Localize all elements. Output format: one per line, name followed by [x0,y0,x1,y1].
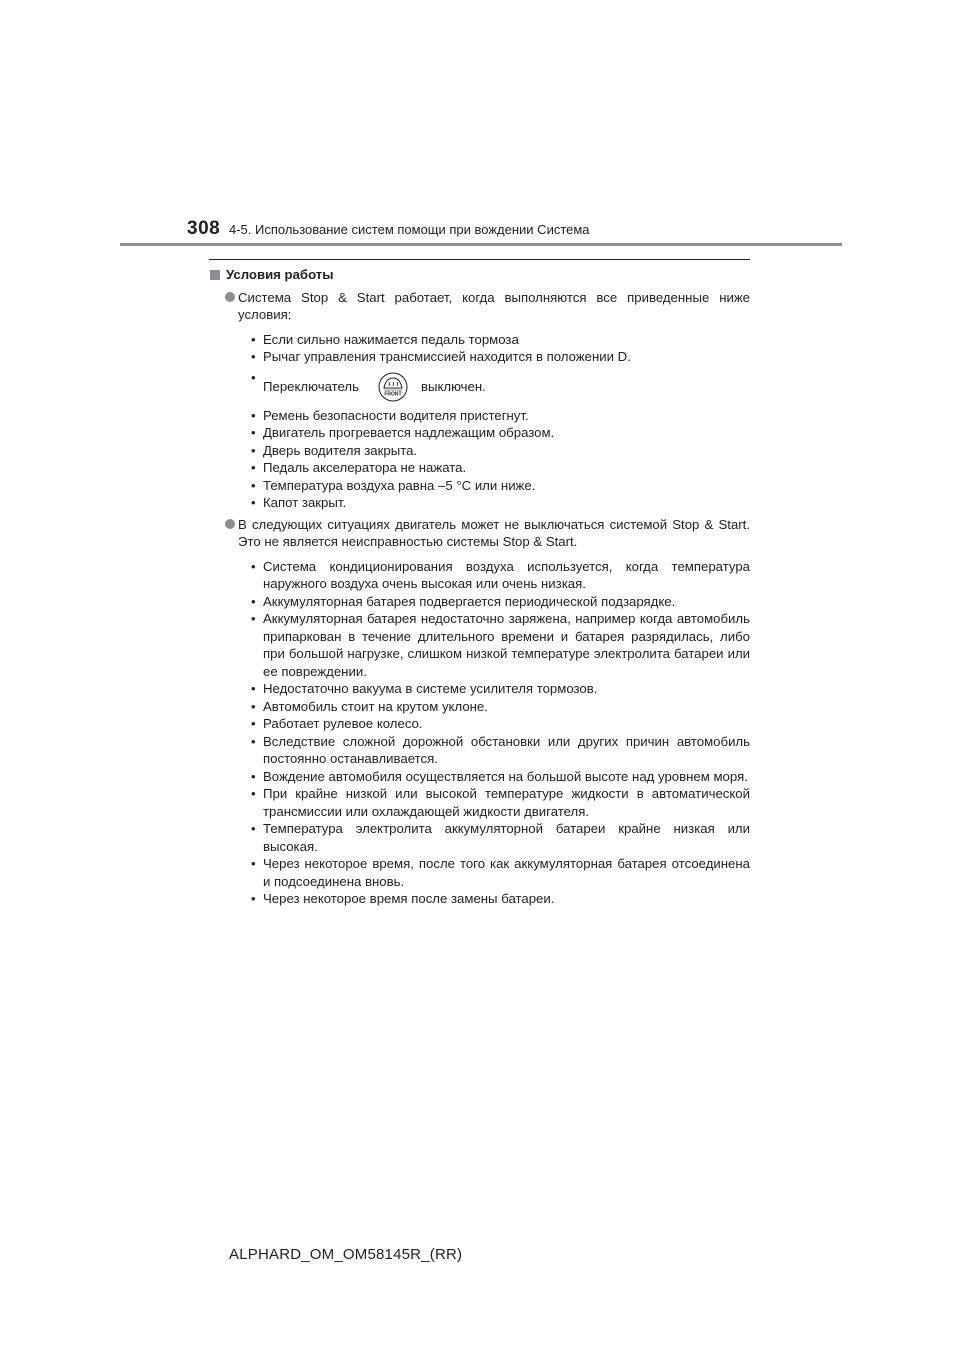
page-number: 308 [187,218,221,239]
list-item: • Автомобиль стоит на крутом уклоне. [251,698,750,716]
content [209,266,750,908]
list-item: • Аккумуляторная батарея недостаточно заряжена, например когда автомобиль припаркован в течение длительного времени и батарея разрядилась, либо при большой нагрузке, слишком низкой температуре электролита батареи или ее повреждении. [251,610,750,680]
circle-bullet-icon [225,519,235,529]
paragraph-situations-text: В следующих ситуациях двигатель может не выключаться системой Stop & Start. Это не является неисправностью системы Stop & Start. [238,516,750,549]
square-bullet-icon [210,270,220,280]
list-item: • Педаль акселератора не нажата. [251,459,750,477]
header-title: 4-5. Использование систем помощи при вождении Система [229,222,590,237]
list-item: • Дверь водителя закрыта. [251,442,750,460]
list-item: • Температура электролита аккумуляторной батареи крайне низкая или высокая. [251,820,750,855]
list-item: • Двигатель прогревается надлежащим образом. [251,424,750,442]
list-item: • Рычаг управления трансмиссией находится в положении D. [251,348,750,366]
defroster-switch-icon [373,372,413,402]
paragraph-conditions [209,289,750,324]
switch-row [263,369,750,405]
list-item: • Через некоторое время после замены батареи. [251,890,750,908]
section-heading [209,266,750,284]
list-item: • Ремень безопасности водителя пристегнут. [251,407,750,425]
section-heading-text: Условия работы [226,267,334,282]
list-item: • При крайне низкой или высокой температуре жидкости в автоматической трансмиссии или охлаждающей жидкости двигателя. [251,785,750,820]
list-item-switch [251,369,750,405]
list-item: • Недостаточно вакуума в системе усилителя тормозов. [251,680,750,698]
list-item: • Работает рулевое колесо. [251,715,750,733]
list-item: • Температура воздуха равна –5 °C или ниже. [251,477,750,495]
paragraph-situations [209,516,750,551]
circle-bullet-icon [225,292,235,302]
switch-icon-label: FRONT [384,391,402,397]
list-item: • Вследствие сложной дорожной обстановки или других причин автомобиль постоянно останавливается. [251,733,750,768]
list-item: • Вождение автомобиля осуществляется на большой высоте над уровнем моря. [251,768,750,786]
conditions-list [209,331,750,512]
situations-list [209,558,750,908]
list-item: • Через некоторое время, после того как аккумуляторная батарея отсоединена и подсоединена вновь. [251,855,750,890]
list-item: • Капот закрыт. [251,494,750,512]
header-rule [120,243,842,246]
footer-code: ALPHARD_OM_OM58145R_(RR) [229,1246,463,1263]
list-item: • Система кондиционирования воздуха используется, когда температура наружного воздуха очень высокая или очень низкая. [251,558,750,593]
switch-suffix: выключен. [420,378,486,394]
list-item: • Аккумуляторная батарея подвергается периодической подзарядке. [251,593,750,611]
switch-prefix: • Переключатель [263,378,359,394]
paragraph-conditions-text: Система Stop & Start работает, когда выполняются все приведенные ниже условия: [238,289,750,322]
section-rule [209,259,750,260]
list-item: • Если сильно нажимается педаль тормоза [251,331,750,349]
